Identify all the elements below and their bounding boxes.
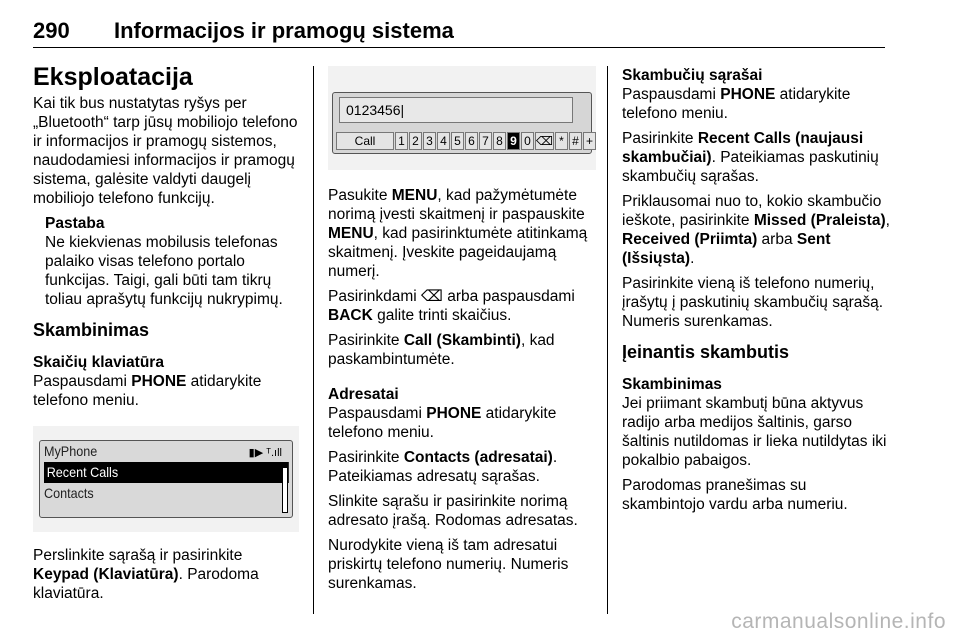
key-1: 1: [395, 132, 408, 150]
select-number-paragraph: Pasirinkite vieną iš telefono numerių, įrašytų į paskutinių skambučių sąrašą. Numeris surenkamas.: [622, 275, 884, 330]
intro-paragraph: Kai tik bus nustatytas ryšys per „Bluetooth“ tarp jūsų mobiliojo telefono ir informacijos ir pramogų sistemos, naudodamiesi informacijos ir pramogų sistema, galėsite valdyti daugelį mobiliojo telefono funkcijų.: [33, 95, 298, 207]
key-4: 4: [437, 132, 450, 150]
key-hash: #: [569, 132, 582, 150]
scrollbar: [282, 467, 288, 513]
phone-menu-screen: [39, 440, 293, 518]
calllist-phone-paragraph: Paspausdami PHONE atidarykite telefono meniu.: [622, 86, 851, 122]
key-6: 6: [465, 132, 478, 150]
key-0: 0: [521, 132, 534, 150]
contacts-phone-paragraph: Paspausdami PHONE atidarykite telefono meniu.: [328, 405, 557, 441]
key-3: 3: [423, 132, 436, 150]
key-plus: +: [583, 132, 596, 150]
keypad-screen-figure: [328, 66, 596, 170]
heading-incoming-call: Įeinantis skambutis: [622, 342, 790, 362]
phone-menu-screen-figure: [33, 426, 299, 532]
missed-received-sent-paragraph: Priklausomai nuo to, kokio skambučio ieškote, pasirinkite Missed (Praleista), Received (Priimta) arba Sent (Išsiųsta).: [622, 193, 890, 267]
number-entry-field: 0123456|: [339, 97, 573, 123]
menu-item-contacts: Contacts: [44, 485, 94, 501]
running-title: Informacijos ir pramogų sistema: [114, 18, 454, 43]
column-2: [328, 66, 596, 599]
recent-calls-paragraph: Pasirinkite Recent Calls (naujausi skambučiai). Pateikiamas paskutinių skambučių sąrašas.: [622, 130, 879, 185]
call-paragraph: Pasirinkite Call (Skambinti), kad paskambintumėte.: [328, 332, 555, 368]
choose-number-paragraph: Nurodykite vieną iš tam adresatui priskirtų telefono numerių. Numeris surenkamas.: [328, 537, 569, 592]
note-title: Pastaba: [45, 215, 105, 232]
heading-adresatai: Adresatai: [328, 386, 399, 403]
column-1: [33, 62, 299, 609]
key-backspace-icon: ⌫: [536, 134, 553, 148]
heading-incoming-skambinimas: Skambinimas: [622, 376, 722, 393]
contacts-select-paragraph: Pasirinkite Contacts (adresatai). Pateikiamas adresatų sąrašas.: [328, 449, 558, 485]
heading-eksploatacija: Eksploatacija: [33, 63, 193, 91]
key-2: 2: [409, 132, 422, 150]
menu-item-recent-calls: Recent Calls: [44, 462, 289, 483]
back-paragraph: Pasirinkdami ⌫ arba paspausdami BACK galite trinti skaičius.: [328, 288, 575, 324]
key-star: *: [555, 132, 568, 150]
slide-paragraph: Slinkite sąrašu ir pasirinkite norimą adresato įrašą. Rodomas adresatas.: [328, 493, 578, 529]
caller-shown-paragraph: Parodomas pranešimas su skambintojo vardu arba numeriu.: [622, 477, 848, 513]
page-number: 290: [33, 18, 70, 43]
column-divider-2: [607, 66, 608, 614]
key-5: 5: [451, 132, 464, 150]
keypad-row: [336, 132, 597, 150]
screen-title: MyPhone: [44, 443, 98, 459]
key-call: Call: [336, 132, 394, 150]
key-7: 7: [479, 132, 492, 150]
note-box: [45, 214, 299, 309]
heading-keypad: Skaičių klaviatūra: [33, 354, 164, 371]
key-9: 9: [507, 132, 520, 150]
watermark: carmanualsonline.info: [731, 610, 946, 633]
key-8: 8: [493, 132, 506, 150]
column-divider-1: [313, 66, 314, 614]
heading-skambinimas: Skambinimas: [33, 320, 150, 340]
heading-call-lists: Skambučių sąrašai: [622, 67, 763, 84]
radio-muted-paragraph: Jei priimant skambutį būna aktyvus radijo arba medijos šaltinis, garso šaltinis nutildomas ir lieka nutildytas iki pokalbio pabaigos.: [622, 395, 887, 469]
page-header: [33, 0, 885, 48]
keypad-screen: [332, 92, 592, 154]
column-3: [622, 66, 892, 520]
battery-signal-icon: ▮▶ ᵀ.ıll: [248, 447, 282, 459]
note-text: Ne kiekvienas mobilusis telefonas palaiko visas telefono portalo funkcijas. Taigi, gali būti tam tikrų toliau aprašytų funkcijų nukrypimų.: [45, 234, 283, 308]
menu-paragraph: Pasukite MENU, kad pažymėtumėte norimą įvesti skaitmenį ir paspauskite MENU, kad pasirinktumėte atitinkamą skaitmenį. Įveskite pageidaujamą numerį.: [328, 187, 588, 280]
scroll-keypad-paragraph: Perslinkite sąrašą ir pasirinkite Keypad (Klaviatūra). Parodoma klaviatūra.: [33, 547, 259, 602]
press-phone-paragraph: Paspausdami PHONE atidarykite telefono meniu.: [33, 373, 262, 409]
